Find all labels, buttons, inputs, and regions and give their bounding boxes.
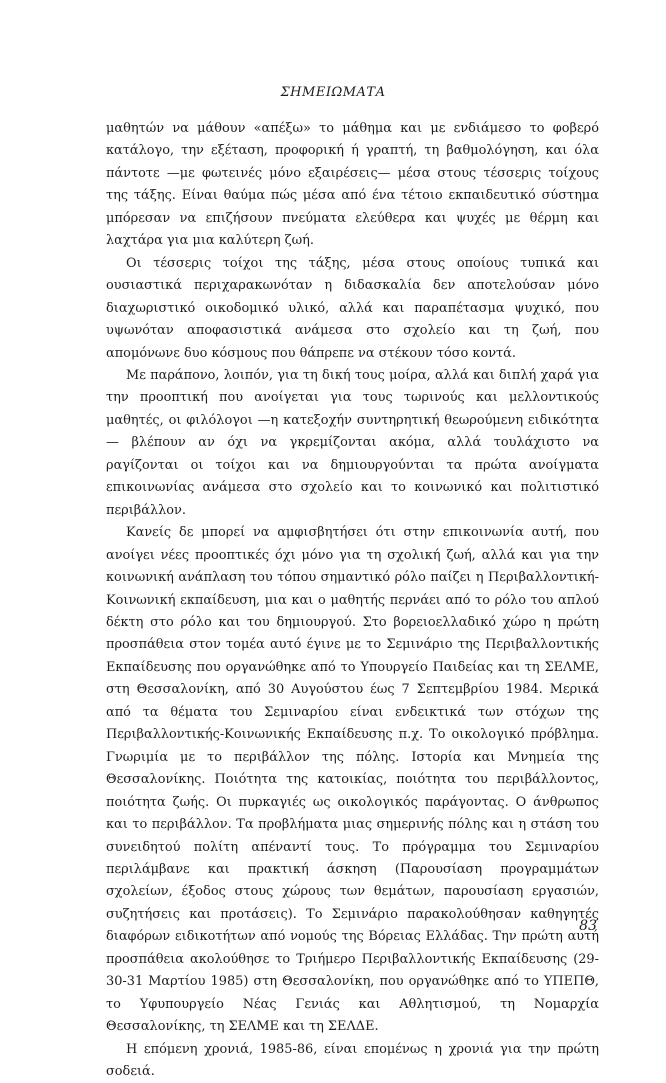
paragraph-3: Με παράπονο, λοιπόν, για τη δική τους μοίρα, αλλά και διπλή χαρά για την προοπτική που ανοίγεται για τους τωρινούς και μελλοντικούς μαθητές, οι φιλόλογοι —η κατεξοχήν συντηρητική θεωρούμενη ειδικότητα— βλέπουν αν όχι να γκρεμίζονται ακόμα, αλλά τουλάχιστο να ραγίζονται οι τοίχοι και να δημιουργούνται τα πρώτα ανοίγματα επικοινωνίας ανάμεσα στο σχολείο και το κοινωνικό και πολιτιστικό περιβάλλον. xyxy=(106,367,599,518)
paragraph-5: Η επόμενη χρονιά, 1985-86, είναι επομένως η χρονιά για την πρώτη σοδειά. xyxy=(106,1041,599,1080)
paragraph-4: Κανείς δε μπορεί να αμφισβητήσει ότι στην επικοινωνία αυτή, που ανοίγει νέες προοπτικές όχι μόνο για τη σχολική ζωή, αλλά και για την κοινωνική ανάπλαση του τόπου σημαντικό ρόλο παίζει η Περιβαλλοντική-Κοινωνική εκπαίδευση, μια και ο μαθητής περνάει από το ρόλο του απλού δέκτη στο ρόλο και του δημιουργού. Στο βορειοελλαδικό χώρο η πρώτη προσπάθεια στον τομέα αυτό έγινε με το Σεμινάριο της Περιβαλλοντικής Εκπαίδευσης που οργανώθηκε από το Υπουργείο Παιδείας και τη ΣΕΛΜΕ, στη Θεσσαλονίκη, από 30 Αυγούστου έως 7 Σεπτεμβρίου 1984. Μερικά από τα θέματα του Σεμιναρίου είναι ενδεικτικά των στόχων της Περιβαλλοντικής-Κοινωνικής Εκπαίδευσης π.χ. Το οικολογικό πρόβλημα. Γνωριμία με το περιβάλλον της πόλης. Ιστορία και Μνημεία της Θεσσαλονίκης. Ποιότητα της κατοικίας, ποιότητα του περιβάλλοντος, ποιότητα ζωής. Οι πυρκαγιές ως οικολογικός παράγοντας. Ο άνθρωπος και το περιβάλλον. Τα προβλήματα μιας σημερινής πόλης και η στάση του συνειδητού πολίτη απέναντί τους. Το πρόγραμμα του Σεμιναρίου περιλάμβανε και πρακτική άσκηση (Παρουσίαση προγραμμάτων σχολείων, έξοδος στους χώρους των θεμάτων, παρουσίαση εργασιών, συζητήσεις και προτάσεις). Το Σεμινάριο παρακολούθησαν καθηγητές διαφόρων ειδικοτήτων από νομούς της Βόρειας Ελλάδας. Την πρώτη αυτή προσπάθεια ακολούθησε το Τριήμερο Περιβαλλοντικής Εκπαίδευσης (29-30-31 Μαρτίου 1985) στη Θεσσαλονίκη, που οργανώθηκε από το ΥΠΕΠΘ, το Υφυπουργείο Νέας Γενιάς και Αθλητισμού, τη Νομαρχία Θεσσαλονίκης, τη ΣΕΛΜΕ και τη ΣΕΛΔΕ. xyxy=(106,525,599,1035)
body-text xyxy=(106,118,599,1083)
page-number: 83 xyxy=(579,918,597,934)
paragraph-1: μαθητών να μάθουν «απέξω» το μάθημα και με ενδιάμεσο το φοβερό κατάλογο, την εξέταση, προφορική ή γραπτή, τη βαθμολόγηση, και όλα πάντοτε —με φωτεινές μόνο εξαιρέσεις— μέσα στους τέσσερις τοίχους της τάξης. Είναι θαύμα πώς μέσα από ένα τέτοιο εκπαιδευτικό σύστημα μπόρεσαν να επιζήσουν πνεύματα ελεύθερα και ψυχές με θέρμη και λαχτάρα για μια καλύτερη ζωή. xyxy=(106,121,599,249)
running-header: ΣΗΜΕΙΩΜΑΤΑ xyxy=(280,85,386,100)
paragraph-2: Οι τέσσερις τοίχοι της τάξης, μέσα στους οποίους τυπικά και ουσιαστικά περιχαρακωνόταν η διδασκαλία δεν αποτελούσαν μόνο διαχωριστικό οικοδομικό υλικό, αλλά και παραπέτασμα ψυχικό, που υψωνόταν αποφασιστικά ανάμεσα στο σχολείο και τη ζωή, που απομόνωνε δυο κόσμους που θάπρεπε να στέκουν τόσο κοντά. xyxy=(106,255,599,361)
